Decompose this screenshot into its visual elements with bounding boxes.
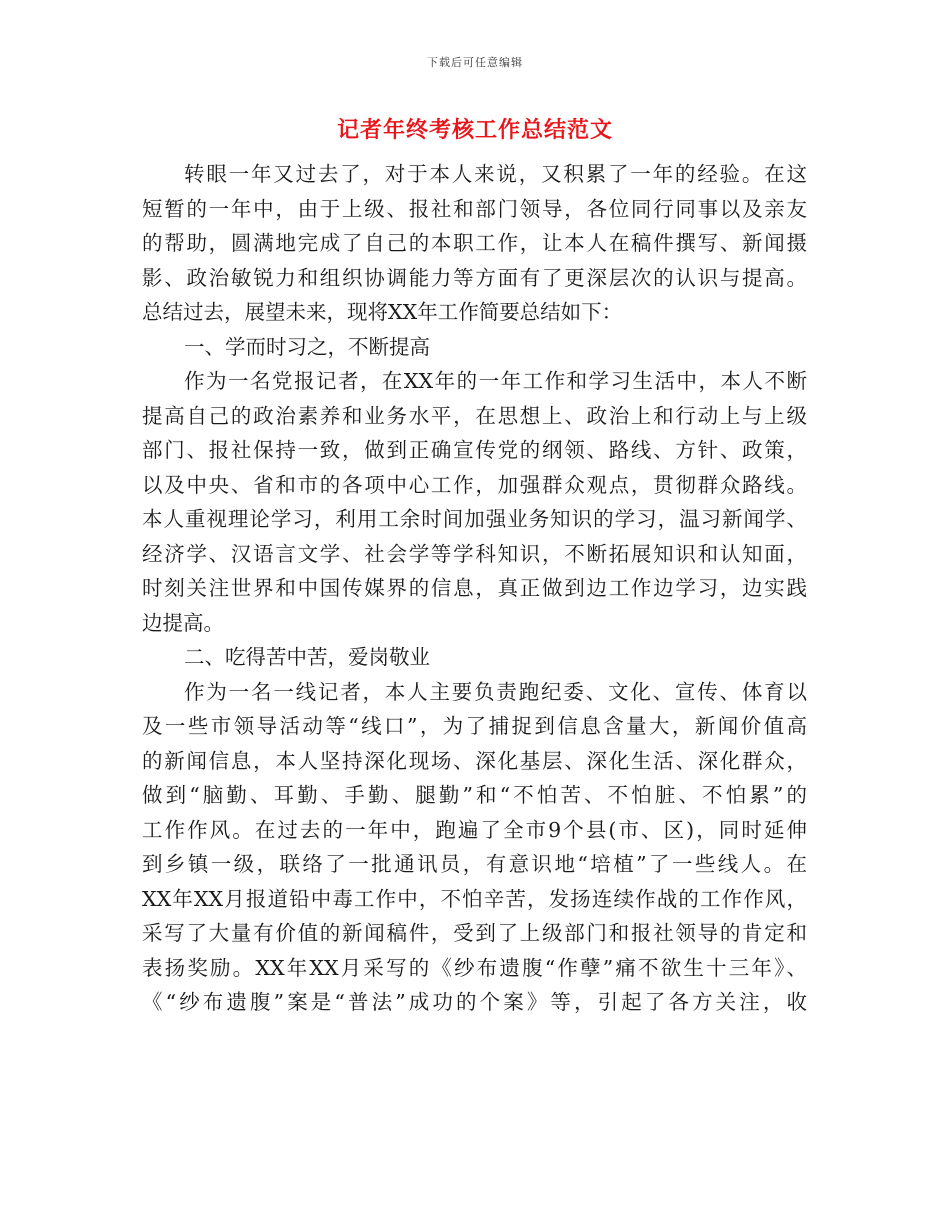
body-line: 作为一名党报记者，在XX年的一年工作和学习生活中，本人不断 bbox=[184, 369, 807, 393]
body-line: 作为一名一线记者，本人主要负责跑纪委、文化、宣传、体育以 bbox=[184, 679, 807, 704]
body-line: 的新闻信息，本人坚持深化现场、深化基层、深化生活、深化群众， bbox=[142, 748, 807, 773]
body-line: 影、政治敏锐力和组织协调能力等方面有了更深层次的认识与提高。 bbox=[142, 265, 807, 290]
document-title: 记者年终考核工作总结范文 bbox=[336, 117, 613, 143]
body-line: 时刻关注世界和中国传媒界的信息，真正做到边工作边学习，边实践 bbox=[142, 576, 807, 600]
header-note: 下载后可任意编辑 bbox=[427, 56, 523, 69]
body-line: 短暂的一年中，由于上级、报社和部门领导，各位同行同事以及亲友 bbox=[142, 196, 807, 221]
body-line: 边提高。 bbox=[142, 610, 224, 635]
body-line: 工作作风。在过去的一年中，跑遍了全市9个县(市、区)，同时延伸 bbox=[142, 817, 807, 842]
body-line: 转眼一年又过去了，对于本人来说，又积累了一年的经验。在这 bbox=[184, 162, 807, 186]
body-line: 提高自己的政治素养和业务水平，在思想上、政治上和行动上与上级 bbox=[142, 403, 807, 428]
body-line: 以及中央、省和市的各项中心工作，加强群众观点，贯彻群众路线。 bbox=[142, 472, 807, 497]
body-line: 采写了大量有价值的新闻稿件，受到了上级部门和报社领导的肯定和 bbox=[142, 921, 807, 945]
body-line: 部门、报社保持一致，做到正确宣传党的纲领、路线、方针、政策， bbox=[142, 438, 807, 462]
section-heading: 二、吃得苦中苦，爱岗敬业 bbox=[184, 645, 430, 669]
body-line: 经济学、汉语言文学、社会学等学科知识，不断拓展知识和认知面， bbox=[142, 541, 807, 566]
body-line: 到乡镇一级，联络了一批通讯员，有意识地“培植”了一些线人。在 bbox=[142, 852, 807, 876]
body-line: 《“纱布遗腹”案是“普法”成功的个案》等，引起了各方关注，收 bbox=[142, 990, 807, 1014]
body-line: 做到“脑勤、耳勤、手勤、腿勤”和“不怕苦、不怕脏、不怕累”的 bbox=[142, 783, 807, 807]
body-line: 及一些市领导活动等“线口”，为了捕捉到信息含量大，新闻价值高 bbox=[142, 714, 807, 738]
body-line: 总结过去，展望未来，现将XX年工作简要总结如下： bbox=[142, 300, 623, 324]
body-line: 表扬奖励。XX年XX月采写的《纱布遗腹“作孽”痛不欲生十三年》、 bbox=[142, 955, 807, 980]
section-heading: 一、学而时习之，不断提高 bbox=[184, 334, 430, 359]
body-line: 本人重视理论学习，利用工余时间加强业务知识的学习，温习新闻学、 bbox=[142, 507, 807, 531]
body-line: 的帮助，圆满地完成了自己的本职工作，让本人在稿件撰写、新闻摄 bbox=[142, 231, 807, 255]
body-line: XX年XX月报道铅中毒工作中，不怕辛苦，发扬连续作战的工作作风， bbox=[142, 886, 807, 911]
document-body bbox=[142, 157, 807, 1020]
